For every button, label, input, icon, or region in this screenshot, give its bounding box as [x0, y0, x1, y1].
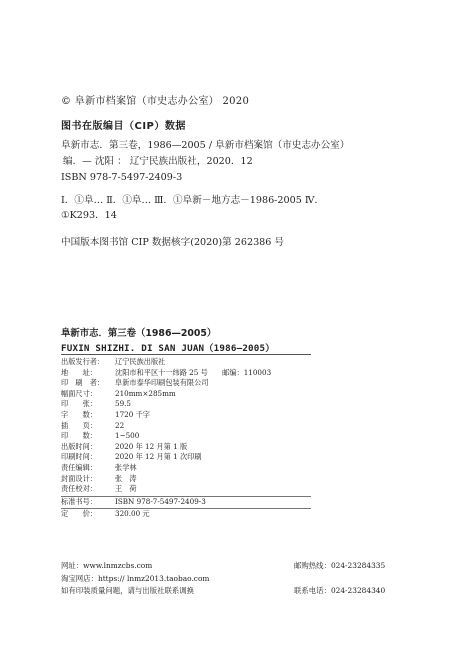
cip-line: 编．— 沈阳 ： 辽宁民族出版社，2020．12 [63, 156, 253, 167]
publication-value: 2020 年 12 月第 1 次印刷 [115, 452, 202, 462]
cip-number: 中国版本图书馆 CIP 数据核字(2020)第 262386 号 [61, 237, 285, 248]
publication-value: 210mm×285mm [115, 388, 176, 398]
book-title-pinyin: FUXIN SHIZHI. DI SAN JUAN（1986—2005） [61, 343, 275, 354]
website: 网址：www.lnmzcbs.com [61, 561, 153, 570]
publication-value: 张学林 [115, 462, 137, 472]
publication-value: 1~500 [115, 431, 140, 441]
publication-label: 出版时间： [61, 441, 97, 451]
publication-label: 印 刷 者： [61, 378, 105, 388]
publication-row [61, 463, 321, 474]
publication-row [61, 378, 321, 389]
publication-value: 22 [115, 420, 125, 430]
mail-order-hotline: 邮购热线：024-23284335 [294, 561, 386, 570]
publication-row [61, 452, 321, 463]
publication-value: 沈阳市和平区十一纬路 25 号 邮编：110003 [115, 367, 272, 377]
publication-row [61, 357, 321, 368]
publication-value: 1720 千字 [115, 409, 150, 419]
publication-row [61, 368, 321, 379]
isbn-value: ISBN 978-7-5497-2409-3 [115, 497, 206, 506]
publication-label: 印刷时间： [61, 452, 97, 462]
publication-row [61, 421, 321, 432]
cip-class-line: Ⅰ．①阜… Ⅱ．①阜… Ⅲ．①阜新－地方志－1986-2005 Ⅳ． [61, 195, 325, 206]
publication-row [61, 484, 321, 495]
publication-value: 王 荷 [115, 484, 137, 494]
publication-value: 2020 年 12 月第 1 版 [115, 441, 188, 451]
cip-line: ISBN 978-7-5497-2409-3 [61, 172, 183, 183]
online-shop: 淘宝网店：https:// lnmz2013.taobao.com [61, 573, 210, 583]
cip-line: 阜新市志．第三卷，1986—2005 / 阜新市档案馆（市史志办公室） [61, 140, 350, 151]
publication-value: 辽宁民族出版社 [115, 357, 166, 366]
publication-value: 阜新市泰华印刷包装有限公司 [115, 378, 209, 388]
publication-label: 印 数： [61, 431, 97, 441]
price-row [61, 509, 321, 520]
publication-label: 印 张： [61, 399, 97, 409]
divider-top [61, 354, 311, 355]
publication-label: 封面设计： [61, 473, 97, 483]
isbn-row [61, 497, 321, 508]
contact-info [61, 560, 406, 598]
publication-row [61, 431, 321, 442]
publication-label: 地 址： [61, 367, 97, 377]
publication-label: 责任校对： [61, 484, 97, 494]
publication-row [61, 389, 321, 400]
publication-label: 字 数： [61, 409, 97, 419]
publication-info [61, 357, 321, 495]
publication-row [61, 410, 321, 421]
publication-row [61, 474, 321, 485]
cip-title: 图书在版编目（CIP）数据 [61, 121, 186, 132]
isbn-label: 标准书号： [61, 497, 97, 506]
publication-label: 出版发行者： [61, 357, 105, 366]
price-label: 定 价： [61, 509, 97, 518]
cip-record [61, 138, 406, 186]
contact-phone: 联系电话：024-23284340 [294, 586, 386, 596]
publication-label: 插 页： [61, 420, 97, 430]
book-title-chinese: 阜新市志．第三卷（1986—2005） [61, 328, 217, 339]
copyright-line: © 阜新市档案馆（市史志办公室） 2020 [61, 96, 250, 107]
publication-row [61, 399, 321, 410]
publication-value: 张 涛 [115, 473, 137, 483]
price-value: 320.00 元 [115, 509, 150, 518]
cip-classification [61, 193, 411, 223]
publication-row [61, 442, 321, 453]
quality-notice: 如有印装质量问题，请与出版社联系调换 [61, 586, 195, 596]
publication-value: 59.5 [115, 399, 132, 409]
publication-label: 责任编辑： [61, 462, 97, 472]
publication-label: 幅面尺寸： [61, 388, 97, 398]
cip-class-line: ①K293．14 [61, 210, 117, 221]
